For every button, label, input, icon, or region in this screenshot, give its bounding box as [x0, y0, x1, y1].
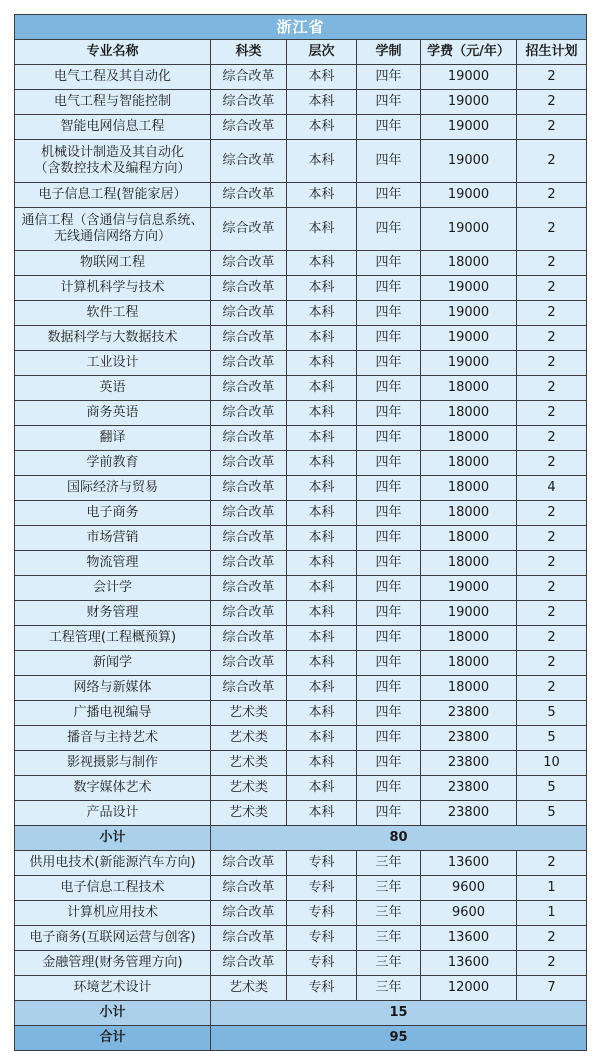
- quota-cell: 7: [517, 976, 587, 1001]
- tuition-cell: 23800: [421, 701, 517, 726]
- major-name-cell: 电子商务: [15, 501, 211, 526]
- table-row: [15, 651, 587, 676]
- bachelor-section: [15, 65, 587, 826]
- quota-cell: 2: [517, 601, 587, 626]
- major-name-cell: 数据科学与大数据技术: [15, 326, 211, 351]
- quota-cell: 1: [517, 901, 587, 926]
- category-cell: 综合改革: [211, 451, 287, 476]
- duration-cell: 四年: [357, 676, 421, 701]
- category-cell: 综合改革: [211, 526, 287, 551]
- major-name-cell: 计算机应用技术: [15, 901, 211, 926]
- major-name-cell: 物流管理: [15, 551, 211, 576]
- tuition-cell: 9600: [421, 901, 517, 926]
- duration-cell: 四年: [357, 651, 421, 676]
- category-cell: 综合改革: [211, 426, 287, 451]
- quota-cell: 2: [517, 140, 587, 183]
- quota-cell: 2: [517, 183, 587, 208]
- tuition-cell: 18000: [421, 551, 517, 576]
- major-name-cell: 智能电网信息工程: [15, 115, 211, 140]
- level-cell: 本科: [287, 501, 357, 526]
- subtotal-value: 15: [211, 1001, 587, 1026]
- category-cell: 综合改革: [211, 183, 287, 208]
- table-row: [15, 65, 587, 90]
- category-cell: 综合改革: [211, 376, 287, 401]
- table-row: [15, 701, 587, 726]
- category-cell: 综合改革: [211, 476, 287, 501]
- duration-cell: 四年: [357, 326, 421, 351]
- duration-cell: 四年: [357, 401, 421, 426]
- quota-cell: 2: [517, 326, 587, 351]
- duration-cell: 四年: [357, 251, 421, 276]
- tuition-cell: 19000: [421, 115, 517, 140]
- major-name-cell: 供用电技术(新能源汽车方向): [15, 851, 211, 876]
- major-name-cell: 财务管理: [15, 601, 211, 626]
- duration-cell: 四年: [357, 701, 421, 726]
- table-row: [15, 676, 587, 701]
- subtotal-label: 小计: [15, 826, 211, 851]
- category-cell: 综合改革: [211, 851, 287, 876]
- quota-cell: 2: [517, 301, 587, 326]
- duration-cell: 四年: [357, 90, 421, 115]
- level-cell: 本科: [287, 676, 357, 701]
- header-level: 层次: [287, 40, 357, 65]
- tuition-cell: 18000: [421, 626, 517, 651]
- tuition-cell: 18000: [421, 451, 517, 476]
- quota-cell: 2: [517, 651, 587, 676]
- quota-cell: 2: [517, 351, 587, 376]
- tuition-cell: 19000: [421, 301, 517, 326]
- category-cell: 综合改革: [211, 676, 287, 701]
- quota-cell: 2: [517, 65, 587, 90]
- category-cell: 综合改革: [211, 65, 287, 90]
- tuition-cell: 18000: [421, 501, 517, 526]
- table-row: [15, 726, 587, 751]
- province-title: 浙江省: [15, 15, 587, 40]
- category-cell: 综合改革: [211, 115, 287, 140]
- duration-cell: 四年: [357, 451, 421, 476]
- table-row: [15, 926, 587, 951]
- quota-cell: 2: [517, 951, 587, 976]
- level-cell: 本科: [287, 401, 357, 426]
- duration-cell: 四年: [357, 140, 421, 183]
- major-name-cell: 计算机科学与技术: [15, 276, 211, 301]
- quota-cell: 2: [517, 551, 587, 576]
- total-value: 95: [211, 1026, 587, 1051]
- level-cell: 本科: [287, 276, 357, 301]
- quota-cell: 2: [517, 208, 587, 251]
- level-cell: 本科: [287, 626, 357, 651]
- header-tuition: 学费（元/年）: [421, 40, 517, 65]
- header-duration: 学制: [357, 40, 421, 65]
- level-cell: 本科: [287, 776, 357, 801]
- level-cell: 本科: [287, 208, 357, 251]
- category-cell: 综合改革: [211, 301, 287, 326]
- duration-cell: 四年: [357, 551, 421, 576]
- duration-cell: 四年: [357, 426, 421, 451]
- level-cell: 本科: [287, 90, 357, 115]
- table-row: [15, 876, 587, 901]
- table-row: [15, 976, 587, 1001]
- quota-cell: 5: [517, 726, 587, 751]
- table-row: [15, 901, 587, 926]
- duration-cell: 四年: [357, 776, 421, 801]
- grand-total-row: [15, 1026, 587, 1051]
- major-name-cell: 市场营销: [15, 526, 211, 551]
- tuition-cell: 18000: [421, 526, 517, 551]
- table-row: [15, 351, 587, 376]
- tuition-cell: 13600: [421, 926, 517, 951]
- category-cell: 综合改革: [211, 651, 287, 676]
- table-row: [15, 326, 587, 351]
- tuition-cell: 19000: [421, 140, 517, 183]
- quota-cell: 2: [517, 426, 587, 451]
- major-name-cell: 物联网工程: [15, 251, 211, 276]
- duration-cell: 四年: [357, 476, 421, 501]
- level-cell: 本科: [287, 183, 357, 208]
- tuition-cell: 19000: [421, 65, 517, 90]
- level-cell: 本科: [287, 701, 357, 726]
- level-cell: 本科: [287, 451, 357, 476]
- table-row: [15, 140, 587, 183]
- tuition-cell: 18000: [421, 651, 517, 676]
- quota-cell: 5: [517, 701, 587, 726]
- level-cell: 本科: [287, 476, 357, 501]
- duration-cell: 四年: [357, 208, 421, 251]
- table-row: [15, 551, 587, 576]
- quota-cell: 10: [517, 751, 587, 776]
- bachelor-subtotal-row: [15, 826, 587, 851]
- quota-cell: 1: [517, 876, 587, 901]
- level-cell: 本科: [287, 751, 357, 776]
- duration-cell: 四年: [357, 183, 421, 208]
- category-cell: 综合改革: [211, 208, 287, 251]
- tuition-cell: 19000: [421, 351, 517, 376]
- header-major: 专业名称: [15, 40, 211, 65]
- duration-cell: 三年: [357, 876, 421, 901]
- level-cell: 本科: [287, 140, 357, 183]
- major-name-cell: 通信工程（含通信与信息系统、 无线通信网络方向）: [15, 208, 211, 251]
- tuition-cell: 12000: [421, 976, 517, 1001]
- duration-cell: 三年: [357, 851, 421, 876]
- enrollment-plan: [14, 14, 586, 1051]
- quota-cell: 2: [517, 276, 587, 301]
- college-subtotal-row: [15, 1001, 587, 1026]
- major-name-cell: 环境艺术设计: [15, 976, 211, 1001]
- quota-cell: 4: [517, 476, 587, 501]
- major-name-cell: 翻译: [15, 426, 211, 451]
- duration-cell: 四年: [357, 301, 421, 326]
- quota-cell: 2: [517, 251, 587, 276]
- major-name-cell: 金融管理(财务管理方向): [15, 951, 211, 976]
- quota-cell: 2: [517, 851, 587, 876]
- level-cell: 本科: [287, 576, 357, 601]
- table-row: [15, 183, 587, 208]
- category-cell: 综合改革: [211, 926, 287, 951]
- tuition-cell: 19000: [421, 326, 517, 351]
- category-cell: 艺术类: [211, 751, 287, 776]
- duration-cell: 四年: [357, 751, 421, 776]
- level-cell: 本科: [287, 726, 357, 751]
- header-row: [15, 40, 587, 65]
- duration-cell: 四年: [357, 801, 421, 826]
- major-name-cell: 电气工程及其自动化: [15, 65, 211, 90]
- major-name-cell: 新闻学: [15, 651, 211, 676]
- level-cell: 专科: [287, 851, 357, 876]
- quota-cell: 2: [517, 926, 587, 951]
- major-name-cell: 电子商务(互联网运营与创客): [15, 926, 211, 951]
- table-row: [15, 276, 587, 301]
- duration-cell: 四年: [357, 526, 421, 551]
- level-cell: 本科: [287, 601, 357, 626]
- category-cell: 综合改革: [211, 501, 287, 526]
- level-cell: 专科: [287, 951, 357, 976]
- table-row: [15, 751, 587, 776]
- category-cell: 综合改革: [211, 626, 287, 651]
- level-cell: 本科: [287, 426, 357, 451]
- major-name-cell: 电气工程与智能控制: [15, 90, 211, 115]
- quota-cell: 2: [517, 115, 587, 140]
- duration-cell: 三年: [357, 901, 421, 926]
- major-name-cell: 影视摄影与制作: [15, 751, 211, 776]
- tuition-cell: 23800: [421, 801, 517, 826]
- quota-cell: 2: [517, 90, 587, 115]
- major-name-cell: 国际经济与贸易: [15, 476, 211, 501]
- major-name-cell: 网络与新媒体: [15, 676, 211, 701]
- duration-cell: 四年: [357, 726, 421, 751]
- category-cell: 艺术类: [211, 801, 287, 826]
- enrollment-table: [14, 14, 587, 1051]
- quota-cell: 2: [517, 376, 587, 401]
- category-cell: 综合改革: [211, 276, 287, 301]
- quota-cell: 5: [517, 776, 587, 801]
- category-cell: 艺术类: [211, 701, 287, 726]
- quota-cell: 5: [517, 801, 587, 826]
- tuition-cell: 19000: [421, 90, 517, 115]
- quota-cell: 2: [517, 526, 587, 551]
- level-cell: 本科: [287, 115, 357, 140]
- category-cell: 综合改革: [211, 90, 287, 115]
- tuition-cell: 13600: [421, 951, 517, 976]
- level-cell: 本科: [287, 301, 357, 326]
- tuition-cell: 9600: [421, 876, 517, 901]
- quota-cell: 2: [517, 501, 587, 526]
- level-cell: 本科: [287, 526, 357, 551]
- tuition-cell: 19000: [421, 601, 517, 626]
- tuition-cell: 18000: [421, 401, 517, 426]
- major-name-cell: 英语: [15, 376, 211, 401]
- quota-cell: 2: [517, 451, 587, 476]
- level-cell: 本科: [287, 651, 357, 676]
- major-name-cell: 数字媒体艺术: [15, 776, 211, 801]
- duration-cell: 四年: [357, 351, 421, 376]
- table-row: [15, 451, 587, 476]
- category-cell: 综合改革: [211, 551, 287, 576]
- level-cell: 本科: [287, 326, 357, 351]
- category-cell: 综合改革: [211, 576, 287, 601]
- header-quota: 招生计划: [517, 40, 587, 65]
- level-cell: 专科: [287, 926, 357, 951]
- major-name-cell: 机械设计制造及其自动化 （含数控技术及编程方向）: [15, 140, 211, 183]
- major-name-cell: 广播电视编导: [15, 701, 211, 726]
- category-cell: 艺术类: [211, 726, 287, 751]
- major-name-cell: 电子信息工程技术: [15, 876, 211, 901]
- category-cell: 综合改革: [211, 951, 287, 976]
- duration-cell: 四年: [357, 376, 421, 401]
- major-name-cell: 电子信息工程(智能家居）: [15, 183, 211, 208]
- table-row: [15, 401, 587, 426]
- category-cell: 综合改革: [211, 326, 287, 351]
- table-row: [15, 626, 587, 651]
- major-name-cell: 工业设计: [15, 351, 211, 376]
- level-cell: 本科: [287, 801, 357, 826]
- table-row: [15, 90, 587, 115]
- level-cell: 本科: [287, 376, 357, 401]
- duration-cell: 四年: [357, 626, 421, 651]
- tuition-cell: 19000: [421, 208, 517, 251]
- major-name-cell: 产品设计: [15, 801, 211, 826]
- table-row: [15, 576, 587, 601]
- subtotal-value: 80: [211, 826, 587, 851]
- level-cell: 本科: [287, 551, 357, 576]
- category-cell: 综合改革: [211, 876, 287, 901]
- table-row: [15, 801, 587, 826]
- quota-cell: 2: [517, 676, 587, 701]
- total-label: 合计: [15, 1026, 211, 1051]
- subtotal-label: 小计: [15, 1001, 211, 1026]
- tuition-cell: 23800: [421, 726, 517, 751]
- level-cell: 专科: [287, 901, 357, 926]
- tuition-cell: 23800: [421, 776, 517, 801]
- table-row: [15, 776, 587, 801]
- table-row: [15, 501, 587, 526]
- quota-cell: 2: [517, 626, 587, 651]
- tuition-cell: 13600: [421, 851, 517, 876]
- major-name-cell: 会计学: [15, 576, 211, 601]
- tuition-cell: 18000: [421, 251, 517, 276]
- table-row: [15, 851, 587, 876]
- tuition-cell: 19000: [421, 576, 517, 601]
- level-cell: 本科: [287, 65, 357, 90]
- duration-cell: 三年: [357, 926, 421, 951]
- category-cell: 综合改革: [211, 140, 287, 183]
- category-cell: 艺术类: [211, 776, 287, 801]
- duration-cell: 四年: [357, 65, 421, 90]
- duration-cell: 三年: [357, 951, 421, 976]
- table-row: [15, 426, 587, 451]
- table-row: [15, 476, 587, 501]
- level-cell: 本科: [287, 251, 357, 276]
- tuition-cell: 19000: [421, 276, 517, 301]
- table-row: [15, 208, 587, 251]
- duration-cell: 四年: [357, 276, 421, 301]
- tuition-cell: 18000: [421, 676, 517, 701]
- tuition-cell: 19000: [421, 183, 517, 208]
- quota-cell: 2: [517, 576, 587, 601]
- major-name-cell: 商务英语: [15, 401, 211, 426]
- table-row: [15, 951, 587, 976]
- header-category: 科类: [211, 40, 287, 65]
- level-cell: 专科: [287, 876, 357, 901]
- table-row: [15, 376, 587, 401]
- tuition-cell: 18000: [421, 376, 517, 401]
- duration-cell: 四年: [357, 501, 421, 526]
- table-row: [15, 601, 587, 626]
- category-cell: 综合改革: [211, 401, 287, 426]
- quota-cell: 2: [517, 401, 587, 426]
- major-name-cell: 播音与主持艺术: [15, 726, 211, 751]
- table-row: [15, 251, 587, 276]
- major-name-cell: 软件工程: [15, 301, 211, 326]
- college-section: [15, 851, 587, 1001]
- category-cell: 综合改革: [211, 601, 287, 626]
- table-row: [15, 115, 587, 140]
- category-cell: 艺术类: [211, 976, 287, 1001]
- category-cell: 综合改革: [211, 351, 287, 376]
- table-row: [15, 301, 587, 326]
- duration-cell: 四年: [357, 115, 421, 140]
- category-cell: 综合改革: [211, 251, 287, 276]
- category-cell: 综合改革: [211, 901, 287, 926]
- tuition-cell: 18000: [421, 426, 517, 451]
- tuition-cell: 18000: [421, 476, 517, 501]
- level-cell: 本科: [287, 351, 357, 376]
- major-name-cell: 工程管理(工程概预算): [15, 626, 211, 651]
- duration-cell: 四年: [357, 601, 421, 626]
- level-cell: 专科: [287, 976, 357, 1001]
- tuition-cell: 23800: [421, 751, 517, 776]
- duration-cell: 四年: [357, 576, 421, 601]
- duration-cell: 三年: [357, 976, 421, 1001]
- major-name-cell: 学前教育: [15, 451, 211, 476]
- table-row: [15, 526, 587, 551]
